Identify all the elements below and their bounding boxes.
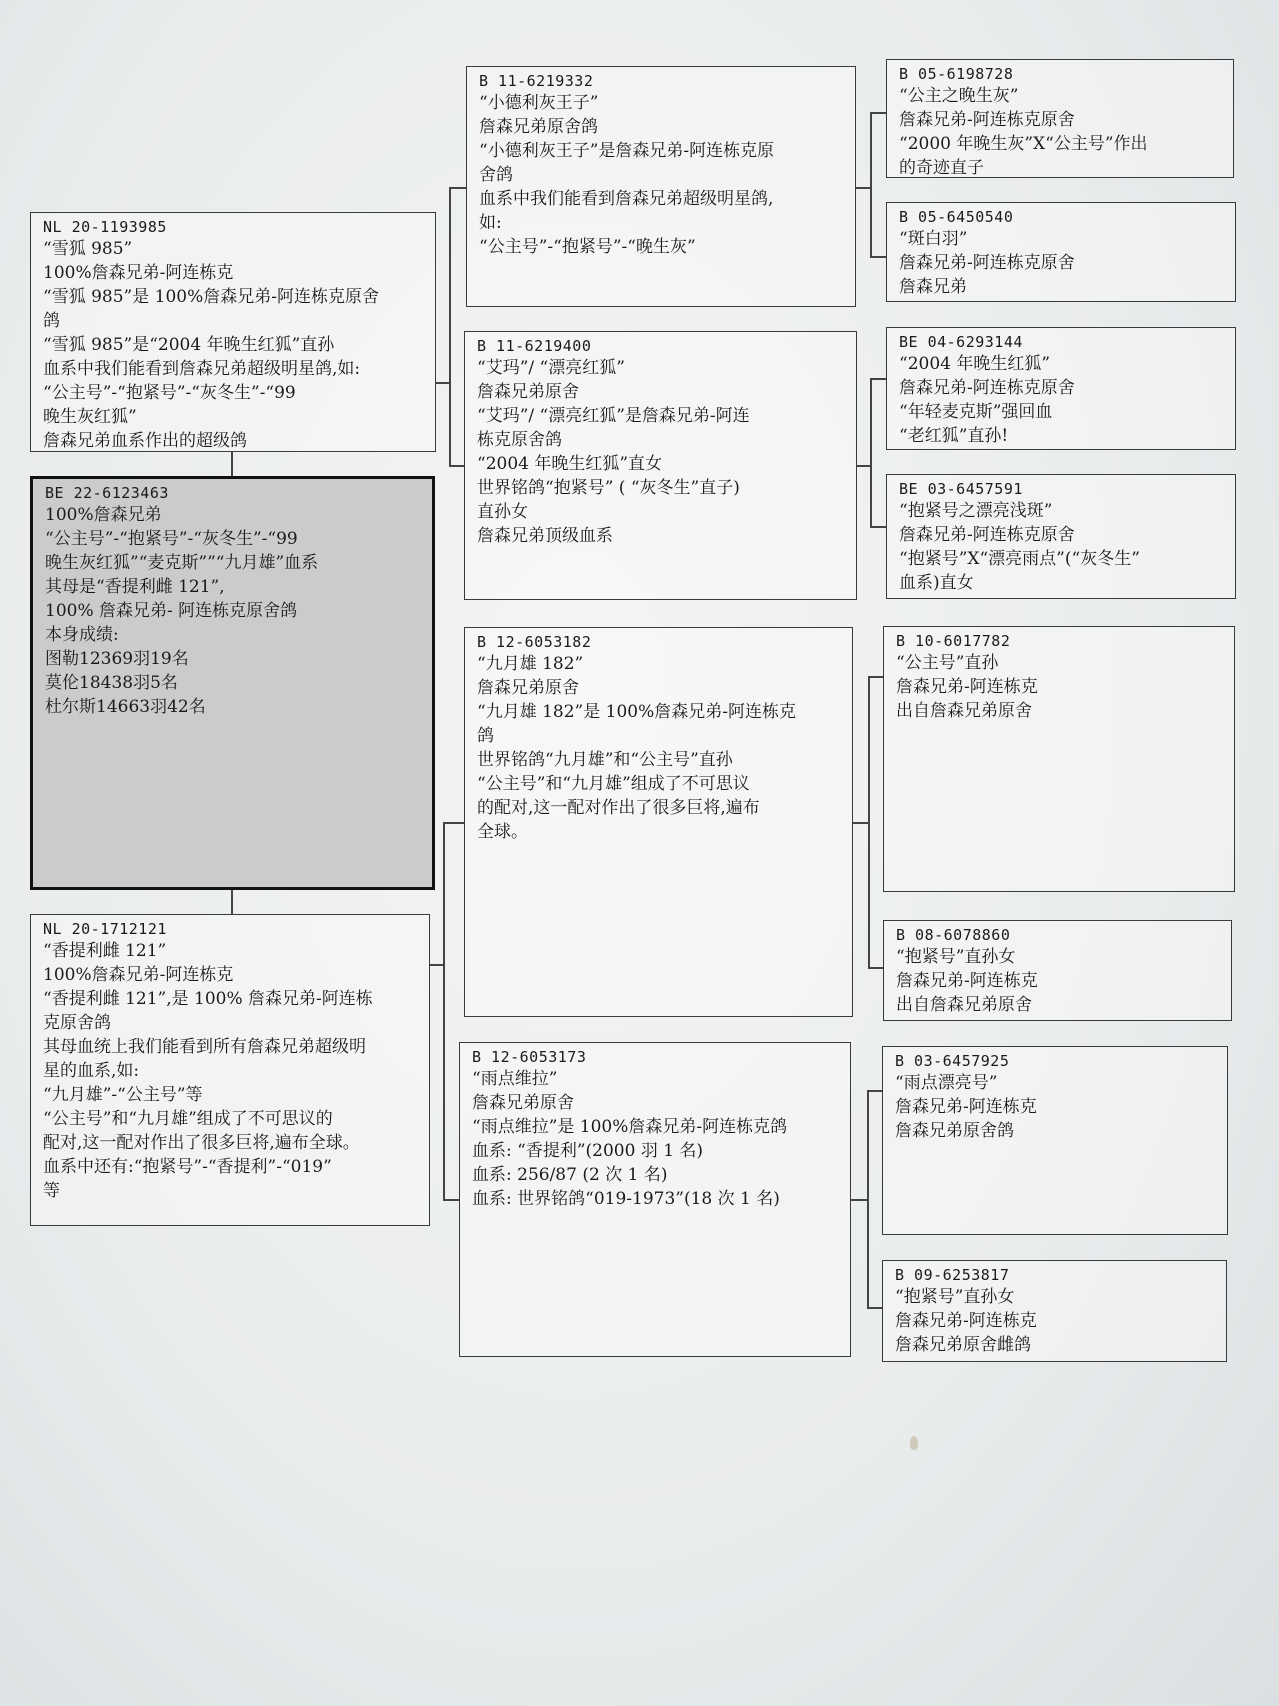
dam-dam-card — [459, 1042, 851, 1357]
connector-to-sdd — [870, 526, 886, 528]
connector-to-ddd — [867, 1307, 882, 1309]
card-text-line: 等 — [43, 1181, 60, 1201]
card-text-line: “雪狐 985”是 100%詹森兄弟-阿连栋克原舍 — [43, 287, 379, 307]
card-text-line: 出自詹森兄弟原舍 — [896, 995, 1032, 1015]
card-text-line: 全球。 — [477, 822, 528, 842]
card-text-line: “香提利雌 121”,是 100% 詹森兄弟-阿连栋 — [43, 989, 373, 1009]
ring-number: NL 20-1712121 — [43, 920, 167, 938]
card-text-line: 舍鸽 — [479, 165, 513, 185]
sire-card — [30, 212, 436, 452]
card-text-line: “九月雄”-“公主号”等 — [43, 1085, 203, 1105]
card-text-line: 詹森兄弟-阿连栋克 — [896, 677, 1038, 697]
connector-ss-vertical — [870, 112, 872, 257]
card-text-line: “公主之晚生灰” — [899, 86, 1019, 106]
sire-dam-sire-card — [886, 327, 1236, 450]
connector-subject-dam — [231, 890, 233, 914]
connector-to-ssd — [870, 256, 886, 258]
card-text-line: 出自詹森兄弟原舍 — [896, 701, 1032, 721]
card-text-line: 图勒12369羽19名 — [45, 649, 189, 669]
card-text-line: 詹森兄弟-阿连栋克 — [895, 1097, 1037, 1117]
card-text-line: 配对,这一配对作出了很多巨将,遍布全球。 — [43, 1133, 360, 1153]
card-text-line: 詹森兄弟-阿连栋克 — [896, 971, 1038, 991]
connector-sire-subject — [231, 452, 233, 476]
connector-to-dds — [867, 1090, 882, 1092]
paper-speck — [910, 1436, 918, 1450]
card-text-line: “抱紧号之漂亮浅斑” — [899, 501, 1053, 521]
card-text-line: 血系中还有:“抱紧号”-“香提利”-“019” — [43, 1157, 332, 1177]
card-text-line: 詹森兄弟血系作出的超级鸽 — [43, 431, 247, 451]
connector-sire-branch — [436, 382, 450, 384]
card-text-line: 100%詹森兄弟-阿连栋克 — [43, 965, 234, 985]
subject-pigeon-card — [30, 476, 435, 890]
card-text-line: “小德利灰王子”是詹森兄弟-阿连栋克原 — [479, 141, 775, 161]
connector-sd-left — [857, 465, 871, 467]
ring-number: B 08-6078860 — [896, 926, 1011, 944]
card-text-line: 栋克原舍鸽 — [477, 430, 562, 450]
ring-number: B 05-6450540 — [899, 208, 1014, 226]
card-text-line: 詹森兄弟原舍鸽 — [479, 117, 598, 137]
sire-dam-dam-card — [886, 474, 1236, 599]
card-text-line: 詹森兄弟原舍 — [477, 678, 579, 698]
card-text-line: 的配对,这一配对作出了很多巨将,遍布 — [477, 798, 760, 818]
sire-sire-sire-card — [886, 59, 1234, 178]
card-text-line: “九月雄 182”是 100%詹森兄弟-阿连栋克 — [477, 702, 796, 722]
card-text-line: 詹森兄弟原舍 — [472, 1093, 574, 1113]
ring-number: B 12-6053182 — [477, 633, 592, 651]
card-text-line: 晚生灰红狐”“麦克斯””“九月雄”血系 — [45, 553, 319, 573]
card-text-line: “艾玛”/ “漂亮红狐”是詹森兄弟-阿连 — [477, 406, 750, 426]
card-text-line: 鸽 — [477, 726, 494, 746]
card-text-line: 詹森兄弟-阿连栋克原舍 — [899, 378, 1075, 398]
card-text-line: “公主号”和“九月雄”组成了不可思议 — [477, 774, 750, 794]
ring-number: B 11-6219400 — [477, 337, 592, 355]
ring-number: B 11-6219332 — [479, 72, 594, 90]
card-text-line: “雨点漂亮号” — [895, 1073, 998, 1093]
card-text-line: “年轻麦克斯”强回血 — [899, 402, 1053, 422]
card-text-line: “2000 年晚生灰”X“公主号”作出 — [899, 134, 1148, 154]
connector-ds-left — [853, 822, 869, 824]
card-text-line: 詹森兄弟-阿连栋克原舍 — [899, 253, 1075, 273]
connector-dd-left — [851, 1199, 868, 1201]
dam-sire-sire-card — [883, 626, 1235, 892]
card-text-line: “九月雄 182” — [477, 654, 584, 674]
connector-to-ds — [443, 822, 464, 824]
dam-sire-dam-card — [883, 920, 1232, 1021]
card-text-line: 鸽 — [43, 311, 60, 331]
connector-to-dsd — [868, 967, 883, 969]
ring-number: B 03-6457925 — [895, 1052, 1010, 1070]
card-text-line: 其母是“香提利雌 121”, — [45, 577, 225, 597]
card-text-line: 血系: “香提利”(2000 羽 1 名) — [472, 1141, 704, 1161]
card-text-line: 本身成绩: — [45, 625, 119, 645]
card-text-line: “艾玛”/ “漂亮红狐” — [477, 358, 625, 378]
card-text-line: 杜尔斯14663羽42名 — [45, 697, 206, 717]
card-text-line: “抱紧号”直孙女 — [895, 1287, 1015, 1307]
ring-number: BE 22-6123463 — [45, 484, 169, 502]
card-text-line: “香提利雌 121” — [43, 941, 167, 961]
card-text-line: “2004 年晚生红狐”直女 — [477, 454, 663, 474]
card-text-line: 直孙女 — [477, 502, 528, 522]
dam-sire-card — [464, 627, 853, 1017]
connector-sd-vertical — [870, 378, 872, 527]
card-text-line: “雪狐 985”是“2004 年晚生红狐”直孙 — [43, 335, 335, 355]
card-text-line: 詹森兄弟顶级血系 — [477, 526, 613, 546]
card-text-line: “公主号”直孙 — [896, 653, 999, 673]
card-text-line: “公主号”-“抱紧号”-“灰冬生”-“99 — [45, 529, 298, 549]
card-text-line: 晚生灰红狐” — [43, 407, 137, 427]
connector-ss-left — [856, 187, 871, 189]
card-text-line: “小德利灰王子” — [479, 93, 599, 113]
card-text-line: “公主号”和“九月雄”组成了不可思议的 — [43, 1109, 333, 1129]
sire-sire-dam-card — [886, 202, 1236, 302]
ring-number: NL 20-1193985 — [43, 218, 167, 236]
card-text-line: “抱紧号”直孙女 — [896, 947, 1016, 967]
card-text-line: 血系中我们能看到詹森兄弟超级明星鸽, — [479, 189, 774, 209]
card-text-line: 詹森兄弟-阿连栋克原舍 — [899, 525, 1075, 545]
card-text-line: “斑白羽” — [899, 229, 968, 249]
card-text-line: 血系)直女 — [899, 573, 974, 593]
card-text-line: 詹森兄弟-阿连栋克 — [895, 1311, 1037, 1331]
ring-number: BE 03-6457591 — [899, 480, 1023, 498]
dam-dam-sire-card — [882, 1046, 1228, 1235]
card-text-line: 其母血统上我们能看到所有詹森兄弟超级明 — [43, 1037, 366, 1057]
card-text-line: 100%詹森兄弟-阿连栋克 — [43, 263, 234, 283]
card-text-line: 的奇迹直子 — [899, 158, 984, 178]
connector-dam-vertical — [443, 822, 445, 1200]
sire-sire-card — [466, 66, 856, 307]
ring-number: B 12-6053173 — [472, 1048, 587, 1066]
card-text-line: 世界铭鸽“抱紧号” ( “灰冬生”直子) — [477, 478, 740, 498]
card-text-line: 血系: 世界铭鸽“019-1973”(18 次 1 名) — [472, 1189, 780, 1209]
card-text-line: “老红狐”直孙! — [899, 426, 1009, 446]
card-text-line: 血系中我们能看到詹森兄弟超级明星鸽,如: — [43, 359, 361, 379]
card-text-line: “雨点维拉”是 100%詹森兄弟-阿连栋克鸽 — [472, 1117, 788, 1137]
dam-dam-dam-card — [882, 1260, 1227, 1362]
ring-number: B 10-6017782 — [896, 632, 1011, 650]
connector-dam-branch — [430, 964, 444, 966]
card-text-line: 星的血系,如: — [43, 1061, 140, 1081]
card-text-line: “雪狐 985” — [43, 239, 133, 259]
card-text-line: 詹森兄弟原舍鸽 — [895, 1121, 1014, 1141]
card-text-line: 血系: 256/87 (2 次 1 名) — [472, 1165, 668, 1185]
card-text-line: “雨点维拉” — [472, 1069, 558, 1089]
card-text-line: 100% 詹森兄弟- 阿连栋克原舍鸽 — [45, 601, 298, 621]
sire-dam-card — [464, 331, 857, 600]
ring-number: B 09-6253817 — [895, 1266, 1010, 1284]
card-text-line: 詹森兄弟原舍 — [477, 382, 579, 402]
connector-to-sds — [870, 378, 886, 380]
connector-to-dd — [443, 1199, 459, 1201]
card-text-line: 克原舍鸽 — [43, 1013, 111, 1033]
card-text-line: 100%詹森兄弟 — [45, 505, 162, 525]
card-text-line: 世界铭鸽“九月雄”和“公主号”直孙 — [477, 750, 733, 770]
card-text-line: 詹森兄弟原舍雌鸽 — [895, 1335, 1031, 1355]
card-text-line: 莫伦18438羽5名 — [45, 673, 178, 693]
connector-sire-vertical — [449, 187, 451, 466]
connector-to-sd — [449, 465, 464, 467]
card-text-line: “2004 年晚生红狐” — [899, 354, 1051, 374]
card-text-line: 詹森兄弟-阿连栋克原舍 — [899, 110, 1075, 130]
connector-to-dss — [868, 676, 883, 678]
connector-to-ss — [449, 187, 466, 189]
card-text-line: “公主号”-“抱紧号”-“灰冬生”-“99 — [43, 383, 296, 403]
dam-card — [30, 914, 430, 1226]
ring-number: BE 04-6293144 — [899, 333, 1023, 351]
card-text-line: “公主号”-“抱紧号”-“晚生灰” — [479, 237, 696, 257]
card-text-line: 詹森兄弟 — [899, 277, 967, 297]
connector-to-sss — [870, 112, 886, 114]
card-text-line: “抱紧号”X“漂亮雨点”(“灰冬生” — [899, 549, 1140, 569]
card-text-line: 如: — [479, 213, 502, 233]
ring-number: B 05-6198728 — [899, 65, 1014, 83]
